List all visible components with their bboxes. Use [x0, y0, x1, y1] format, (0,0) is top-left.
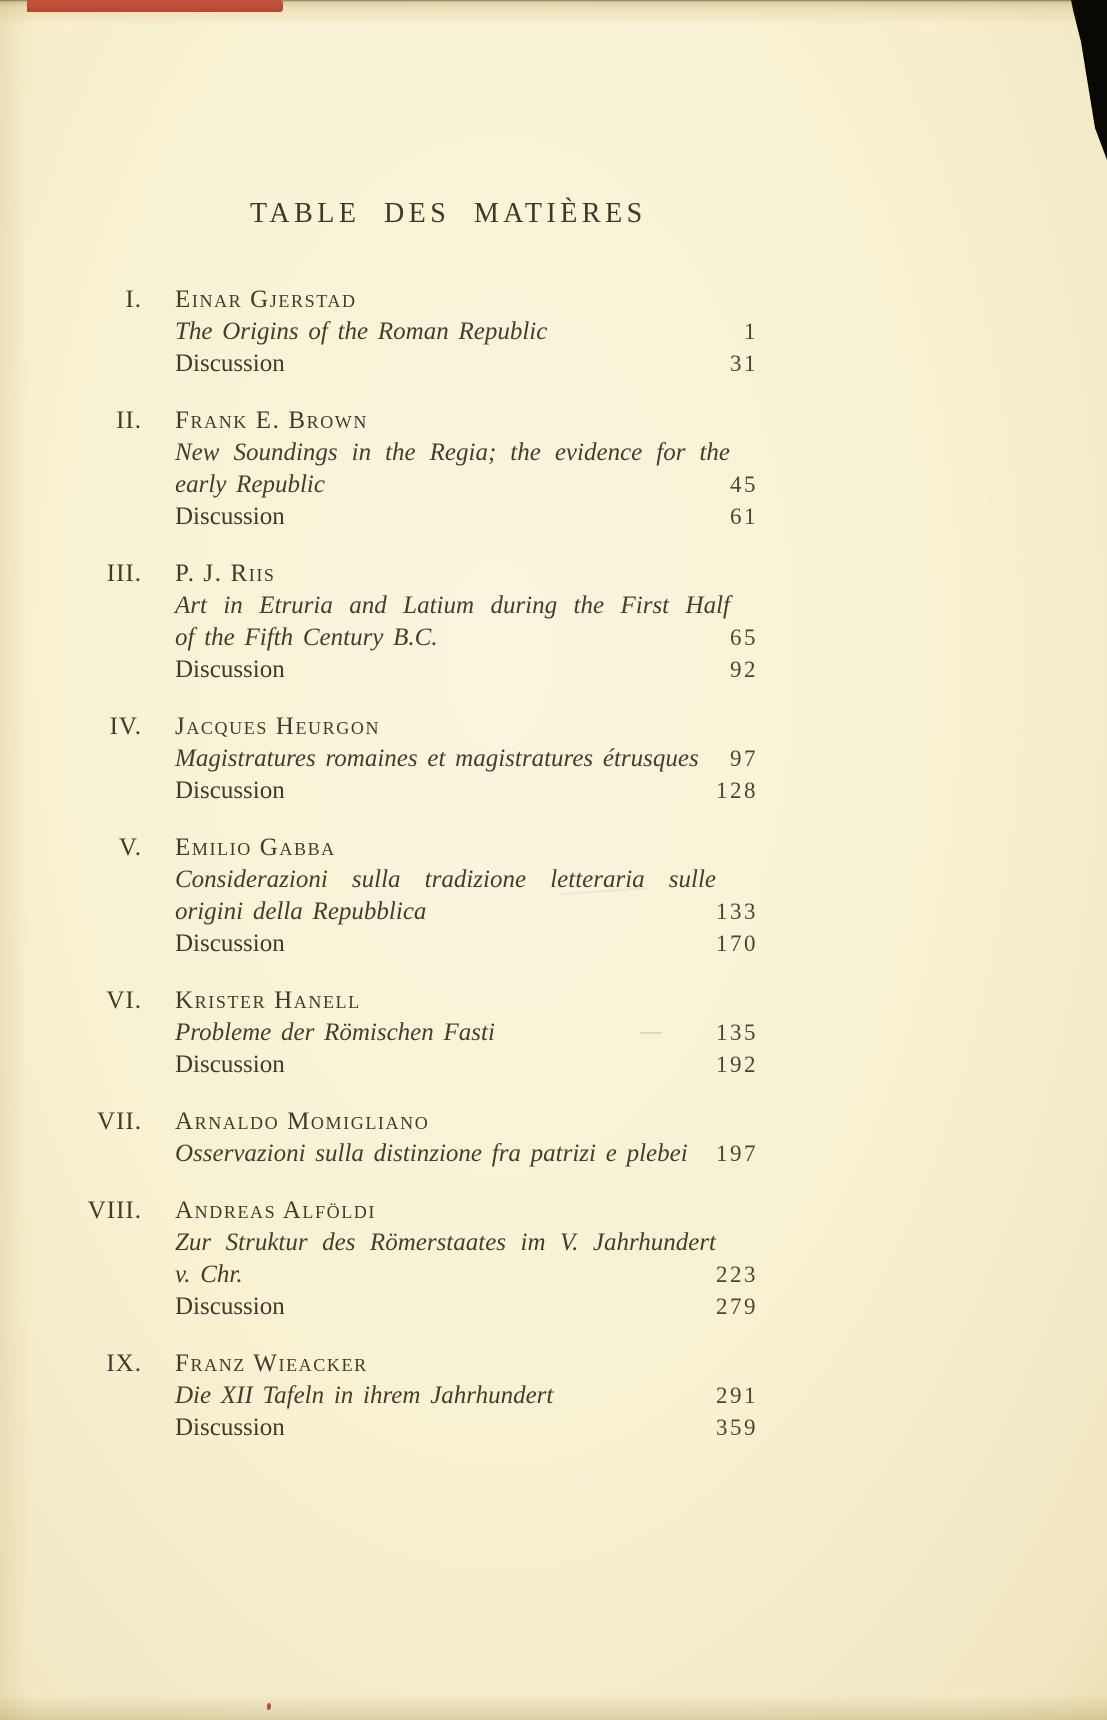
toc-entry-1 [125, 284, 758, 380]
discussion-label: Discussion [175, 930, 285, 957]
entry-title [175, 590, 730, 654]
entry-author: Arnaldo Momigliano [175, 1108, 430, 1135]
title-page-number: 45 [730, 472, 758, 497]
entry-numeral: IX. [106, 1350, 142, 1377]
toc-entry-6 [106, 985, 758, 1081]
entry-numeral: I. [125, 286, 142, 313]
page-title: TABLE DES MATIÈRES [250, 198, 647, 229]
red-top-edge-stain [27, 0, 283, 12]
toc-entry-9 [106, 1348, 758, 1444]
entry-author: P. J. Riis [175, 560, 276, 587]
title-line: Considerazioni sulla tradizione letteraria sulle [175, 866, 716, 893]
title-page-number: 133 [716, 899, 758, 924]
entry-author: Emilio Gabba [175, 834, 336, 861]
entry-numeral: V. [118, 834, 142, 861]
title-line: origini della Repubblica [175, 898, 427, 925]
discussion-page-number: 128 [716, 778, 758, 803]
title-page-number: 197 [716, 1141, 758, 1166]
discussion-page-number: 61 [730, 504, 758, 529]
discussion-label: Discussion [175, 656, 285, 683]
discussion-page-number: 359 [716, 1415, 758, 1440]
entry-title [175, 1380, 716, 1412]
discussion-label: Discussion [175, 1051, 285, 1078]
toc-entry-8 [87, 1195, 758, 1323]
title-line: v. Chr. [175, 1261, 243, 1288]
title-line: early Republic [175, 471, 325, 498]
entry-title [175, 864, 716, 928]
title-page-number: 97 [730, 746, 758, 771]
discussion-page-number: 170 [716, 931, 758, 956]
entry-numeral: VIII. [87, 1197, 142, 1224]
title-line: The Origins of the Roman Republic [175, 318, 548, 345]
discussion-label: Discussion [175, 1414, 285, 1441]
discussion-page-number: 192 [716, 1052, 758, 1077]
entry-title [175, 437, 730, 501]
toc-entry-5 [118, 832, 758, 960]
entry-title [175, 1138, 716, 1170]
entry-author: Andreas Alföldi [175, 1197, 376, 1224]
title-page-number: 223 [716, 1262, 758, 1287]
discussion-label: Discussion [175, 1293, 285, 1320]
toc-entry-2 [116, 405, 758, 533]
entry-title [175, 1227, 716, 1291]
title-line: Zur Struktur des Römerstaates im V. Jahrhundert [175, 1229, 716, 1256]
title-page-number: 65 [730, 625, 758, 650]
title-line: New Soundings in the Regia; the evidence for the [175, 439, 730, 466]
title-line: Art in Etruria and Latium during the First Half [175, 592, 730, 619]
discussion-label: Discussion [175, 777, 285, 804]
entry-numeral: II. [116, 407, 142, 434]
title-line: Probleme der Römischen Fasti [175, 1019, 495, 1046]
title-line: Die XII Tafeln in ihrem Jahrhundert [175, 1382, 554, 1409]
entry-title [175, 1017, 716, 1049]
toc-list [87, 284, 758, 1469]
title-page-number: 291 [716, 1383, 758, 1408]
entry-numeral: IV. [109, 713, 142, 740]
discussion-page-number: 279 [716, 1294, 758, 1319]
entry-author: Jacques Heurgon [175, 713, 381, 740]
entry-title [175, 316, 740, 348]
toc-entry-3 [106, 558, 758, 686]
discussion-label: Discussion [175, 350, 285, 377]
title-line: of the Fifth Century B.C. [175, 624, 438, 651]
toc-entry-7 [97, 1106, 758, 1170]
entry-author: Franz Wieacker [175, 1350, 368, 1377]
entry-author: Krister Hanell [175, 987, 361, 1014]
title-line: Magistratures romaines et magistratures étrusques [175, 745, 699, 772]
entry-author: Einar Gjerstad [175, 286, 357, 313]
toc-entry-4 [109, 711, 758, 807]
entry-author: Frank E. Brown [175, 407, 368, 434]
entry-numeral: VI. [106, 987, 142, 1014]
discussion-label: Discussion [175, 503, 285, 530]
entry-title [175, 743, 730, 775]
red-ink-speck [267, 1703, 271, 1710]
title-page-number: 1 [744, 319, 758, 344]
title-page-number: 135 [716, 1020, 758, 1045]
title-line: Osservazioni sulla distinzione fra patrizi e plebei [175, 1140, 688, 1167]
discussion-page-number: 31 [730, 351, 758, 376]
entry-numeral: VII. [97, 1108, 142, 1135]
discussion-page-number: 92 [730, 657, 758, 682]
book-right-edge [1045, 0, 1107, 1720]
entry-numeral: III. [106, 560, 142, 587]
